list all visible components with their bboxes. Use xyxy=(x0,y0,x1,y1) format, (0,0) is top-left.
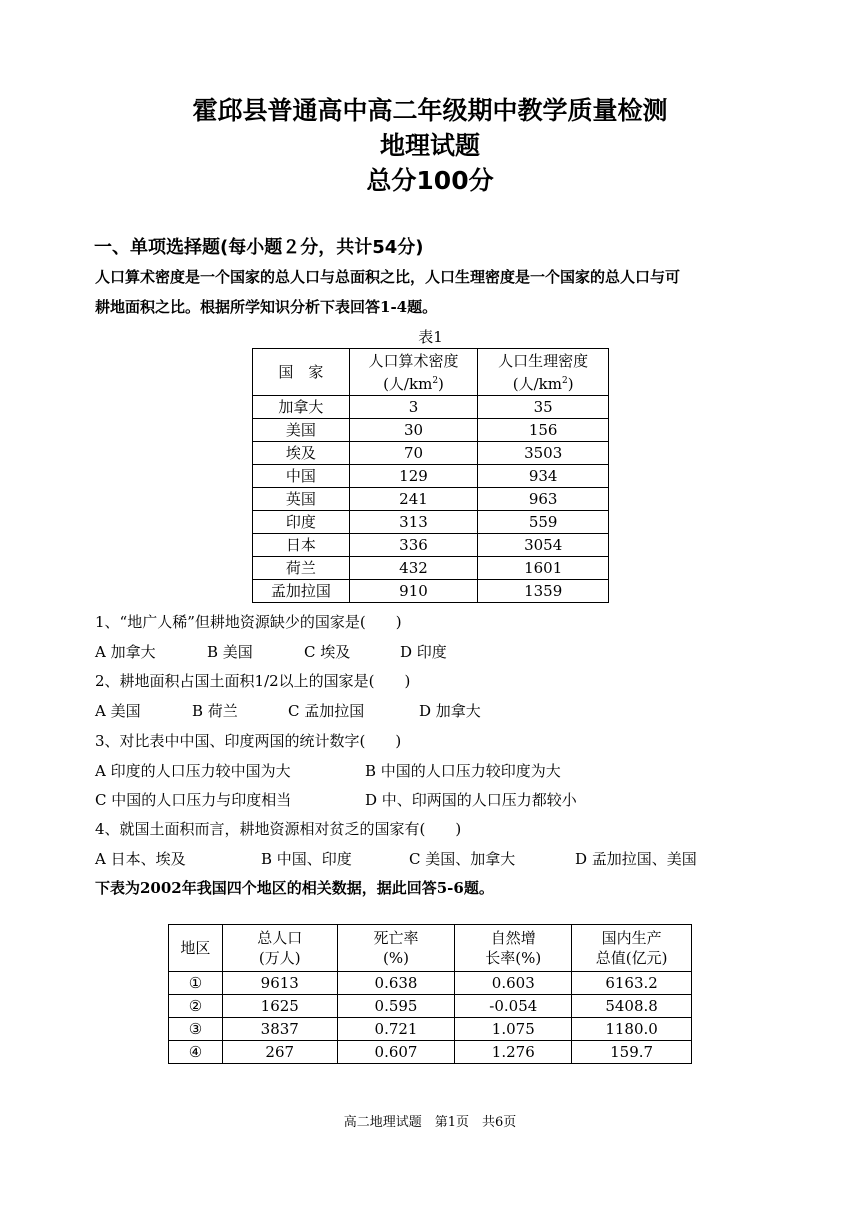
cell-country: 美国 xyxy=(253,419,350,442)
page-footer: 高二地理试题 第1页 共6页 xyxy=(343,1115,517,1130)
table-header-row xyxy=(253,349,609,396)
table-row xyxy=(253,488,609,511)
question-1-options xyxy=(95,641,447,663)
cell-growth: -0.054 xyxy=(455,995,572,1018)
header-line: 自然增 xyxy=(490,929,536,947)
question-2-options xyxy=(95,700,481,722)
cell-arith: 910 xyxy=(349,580,478,603)
cell-arith: 3 xyxy=(349,396,478,419)
header-physio-density xyxy=(478,349,609,396)
table-row xyxy=(253,511,609,534)
question-3-options-ab xyxy=(95,760,561,782)
cell-physio: 35 xyxy=(478,396,609,419)
table-row xyxy=(169,1041,692,1064)
cell-gdp: 6163.2 xyxy=(572,972,692,995)
cell-country: 埃及 xyxy=(253,442,350,465)
cell-country: 荷兰 xyxy=(253,557,350,580)
density-table xyxy=(252,348,609,603)
cell-growth: 1.276 xyxy=(455,1041,572,1064)
option-c[interactable]: C 孟加拉国 xyxy=(288,702,365,720)
cell-physio: 559 xyxy=(478,511,609,534)
table-row xyxy=(253,396,609,419)
cell-physio: 1601 xyxy=(478,557,609,580)
cell-arith: 70 xyxy=(349,442,478,465)
cell-pop: 1625 xyxy=(222,995,337,1018)
header-country: 国 家 xyxy=(253,349,350,396)
option-c[interactable]: C 埃及 xyxy=(304,643,351,661)
cell-physio: 156 xyxy=(478,419,609,442)
table-row xyxy=(253,419,609,442)
cell-physio: 963 xyxy=(478,488,609,511)
option-d[interactable]: D 印度 xyxy=(400,643,447,661)
table-row xyxy=(169,1018,692,1041)
option-b[interactable]: B 中国的人口压力较印度为大 xyxy=(365,762,561,780)
question-4-stem: 4、就国土面积而言，耕地资源相对贫乏的国家有( ) xyxy=(95,820,462,838)
option-a[interactable]: A 日本、埃及 xyxy=(95,850,186,868)
table-row xyxy=(253,534,609,557)
region-table xyxy=(168,924,692,1064)
intro-line-2: 耕地面积之比。根据所学知识分析下表回答1-4题。 xyxy=(95,298,438,316)
question-3-stem: 3、对比表中中国、印度两国的统计数字( ) xyxy=(95,732,402,750)
cell-pop: 267 xyxy=(222,1041,337,1064)
cell-physio: 3503 xyxy=(478,442,609,465)
table-row xyxy=(169,972,692,995)
cell-country: 英国 xyxy=(253,488,350,511)
header-line: (%) xyxy=(383,949,409,967)
option-d[interactable]: D 加拿大 xyxy=(419,702,481,720)
cell-arith: 129 xyxy=(349,465,478,488)
cell-growth: 1.075 xyxy=(455,1018,572,1041)
table-row xyxy=(253,465,609,488)
cell-country: 日本 xyxy=(253,534,350,557)
unit-sup: 2 xyxy=(561,375,568,386)
cell-death: 0.721 xyxy=(337,1018,455,1041)
table-header-row xyxy=(169,925,692,972)
unit-sup: 2 xyxy=(432,375,439,386)
option-d[interactable]: D 中、印两国的人口压力都较小 xyxy=(365,791,577,809)
unit-text: (人/km xyxy=(512,374,562,393)
cell-country: 中国 xyxy=(253,465,350,488)
cell-pop: 3837 xyxy=(222,1018,337,1041)
cell-gdp: 1180.0 xyxy=(572,1018,692,1041)
option-a[interactable]: A 美国 xyxy=(95,702,141,720)
cell-physio: 3054 xyxy=(478,534,609,557)
header-line: 国内生产 xyxy=(601,929,662,947)
cell-arith: 336 xyxy=(349,534,478,557)
cell-country: 孟加拉国 xyxy=(253,580,350,603)
option-c[interactable]: C 美国、加拿大 xyxy=(409,850,516,868)
section-heading: 一、单项选择题(每小题２分，共计54分) xyxy=(94,237,424,258)
cell-arith: 313 xyxy=(349,511,478,534)
question-2-stem: 2、耕地面积占国土面积1/2以上的国家是( ) xyxy=(95,672,411,690)
cell-gdp: 159.7 xyxy=(572,1041,692,1064)
question-3-options-cd xyxy=(95,789,577,811)
header-death-rate xyxy=(337,925,455,972)
cell-physio: 934 xyxy=(478,465,609,488)
question-1-stem: 1、“地广人稀”但耕地资源缺少的国家是( ) xyxy=(95,613,402,631)
cell-arith: 241 xyxy=(349,488,478,511)
table1-caption: 表1 xyxy=(418,328,443,346)
header-line: 死亡率 xyxy=(373,929,419,947)
cell-region: ① xyxy=(169,972,223,995)
header-arith-unit xyxy=(350,371,478,394)
header-region: 地区 xyxy=(169,925,223,972)
option-c[interactable]: C 中国的人口压力与印度相当 xyxy=(95,791,292,809)
cell-gdp: 5408.8 xyxy=(572,995,692,1018)
header-growth-rate xyxy=(455,925,572,972)
table-row xyxy=(169,995,692,1018)
table-row xyxy=(253,557,609,580)
cell-death: 0.638 xyxy=(337,972,455,995)
header-line: (万人) xyxy=(258,949,301,967)
option-b[interactable]: B 荷兰 xyxy=(192,702,238,720)
unit-close: ) xyxy=(567,374,574,393)
cell-arith: 30 xyxy=(349,419,478,442)
cell-region: ④ xyxy=(169,1041,223,1064)
header-arith-density xyxy=(349,349,478,396)
header-arith-line1: 人口算术密度 xyxy=(368,351,459,370)
option-d[interactable]: D 孟加拉国、美国 xyxy=(575,850,697,868)
cell-country: 印度 xyxy=(253,511,350,534)
table-row xyxy=(253,442,609,465)
cell-death: 0.607 xyxy=(337,1041,455,1064)
question-4-options xyxy=(95,848,697,870)
cell-region: ② xyxy=(169,995,223,1018)
cell-death: 0.595 xyxy=(337,995,455,1018)
cell-country: 加拿大 xyxy=(253,396,350,419)
option-a[interactable]: A 印度的人口压力较中国为大 xyxy=(95,762,291,780)
subject-title: 地理试题 xyxy=(379,131,480,160)
unit-close: ) xyxy=(438,374,444,393)
cell-pop: 9613 xyxy=(222,972,337,995)
cell-growth: 0.603 xyxy=(455,972,572,995)
total-score: 总分100分 xyxy=(366,166,494,195)
intro-5-6: 下表为2002年我国四个地区的相关数据，据此回答5-6题。 xyxy=(95,879,494,897)
option-a[interactable]: A 加拿大 xyxy=(95,643,156,661)
header-line: 长率(%) xyxy=(485,949,542,967)
header-gdp xyxy=(572,925,692,972)
cell-region: ③ xyxy=(169,1018,223,1041)
cell-physio: 1359 xyxy=(478,580,609,603)
intro-line-1: 人口算术密度是一个国家的总人口与总面积之比，人口生理密度是一个国家的总人口与可 xyxy=(95,268,681,286)
header-physio-unit xyxy=(478,371,608,394)
unit-text: (人/km xyxy=(383,374,433,393)
table-row xyxy=(253,580,609,603)
cell-arith: 432 xyxy=(349,557,478,580)
header-line: 总人口 xyxy=(257,929,303,947)
option-b[interactable]: B 中国、印度 xyxy=(261,850,352,868)
option-b[interactable]: B 美国 xyxy=(207,643,253,661)
header-physio-line1: 人口生理密度 xyxy=(498,351,589,370)
exam-title: 霍邱县普通高中高二年级期中教学质量检测 xyxy=(192,96,668,125)
header-population xyxy=(222,925,337,972)
header-line: 总值(亿元) xyxy=(595,949,668,967)
